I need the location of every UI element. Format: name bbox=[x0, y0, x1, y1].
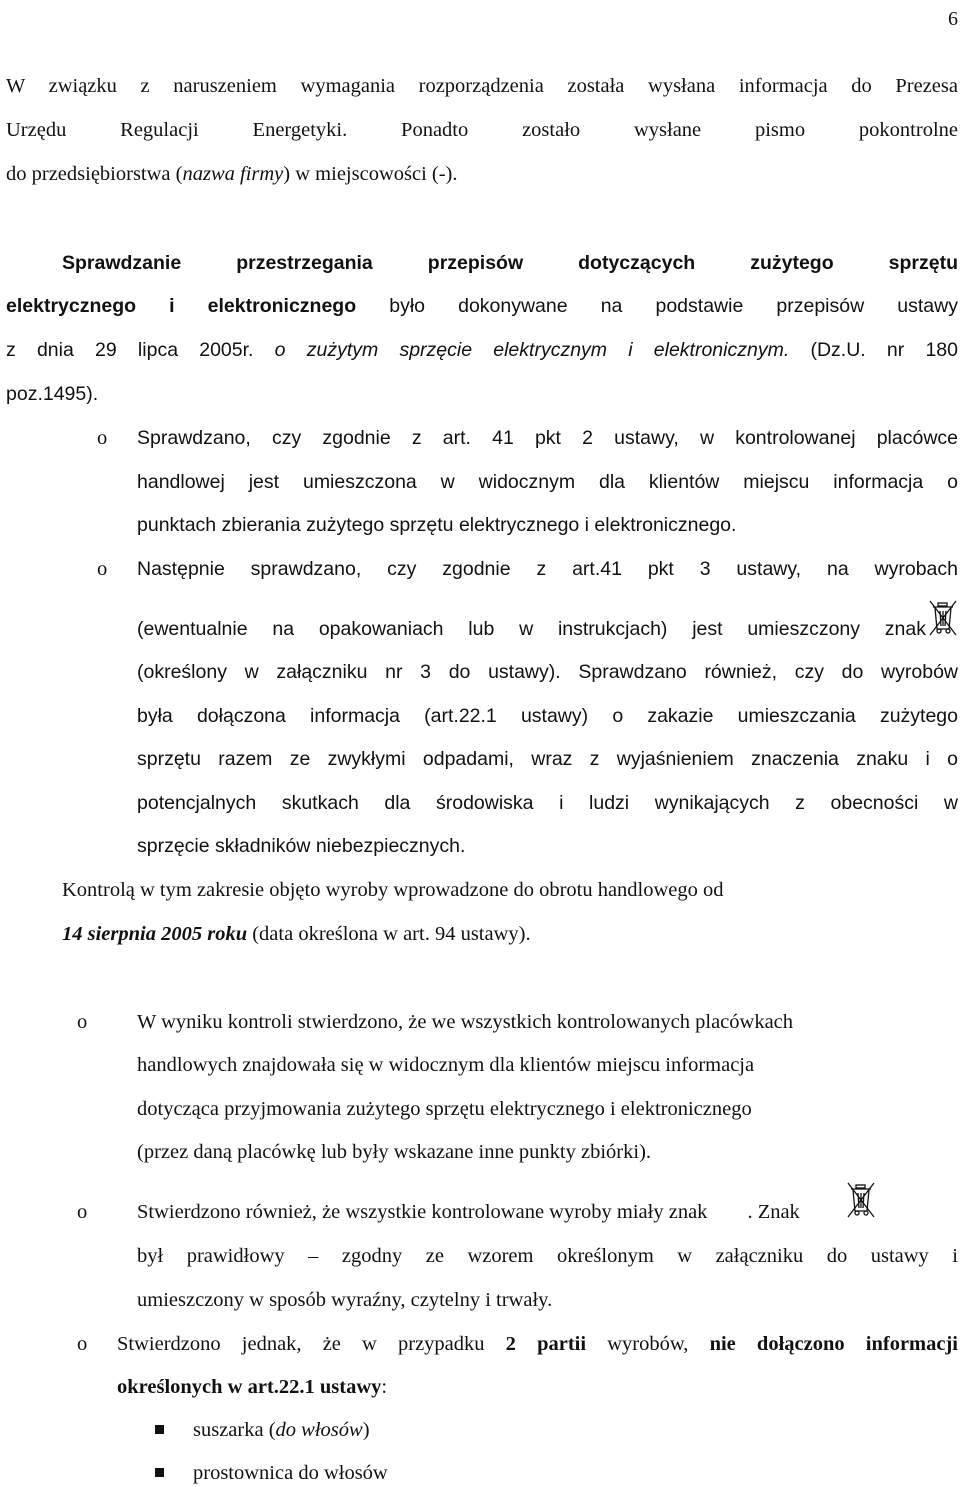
scope-line-1: Kontrolą w tym zakresie objęto wyroby wprowadzone do obrotu handlowego od bbox=[62, 879, 724, 901]
section-line-3: z dnia 29 lipca 2005r. o zużytym sprzęcie elektrycznym i elektronicznym. (Dz.U. nr 180 bbox=[6, 339, 958, 361]
intro-line-3: do przedsiębiorstwa (nazwa firmy) w miejscowości (-). bbox=[6, 163, 458, 185]
section-heading-line-1: Sprawdzanie przestrzegania przepisów dotyczących zużytego sprzętu bbox=[62, 252, 958, 274]
square-bullet-icon bbox=[155, 1425, 164, 1434]
check-2-line-6: potencjalnych skutkach dla środowiska i ludzi wynikających z obecności w bbox=[137, 792, 958, 814]
list-item: prostownica do włosów bbox=[193, 1462, 388, 1484]
check-2-line-7: sprzęcie składników niebezpiecznych. bbox=[137, 835, 466, 857]
check-2-line-3: (określony w załączniku nr 3 do ustawy). Sprawdzano również, czy do wyrobów bbox=[137, 661, 958, 683]
result-2-line-1: Stwierdzono również, że wszystkie kontrolowane wyroby miały znak . Znak bbox=[137, 1201, 800, 1223]
result-2-line-2: był prawidłowy – zgodny ze wzorem określonym w załączniku do ustawy i bbox=[137, 1245, 958, 1267]
square-bullet-icon bbox=[155, 1468, 164, 1477]
bullet-marker: o bbox=[77, 1333, 88, 1355]
result-2-line-3: umieszczony w sposób wyraźny, czytelny i trwały. bbox=[137, 1289, 553, 1311]
bullet-marker: o bbox=[97, 427, 108, 449]
scope-line-2: 14 sierpnia 2005 roku (data określona w art. 94 ustawy). bbox=[62, 923, 531, 945]
intro-line-2: Urzędu Regulacji Energetyki. Ponadto zostało wysłane pismo pokontrolne bbox=[6, 119, 958, 141]
check-1-line-3: punktach zbierania zużytego sprzętu elektrycznego i elektronicznego. bbox=[137, 514, 737, 536]
result-1-line-3: dotycząca przyjmowania zużytego sprzętu elektrycznego i elektronicznego bbox=[137, 1098, 752, 1120]
result-1-line-4: (przez daną placówkę lub były wskazane inne punkty zbiórki). bbox=[137, 1141, 652, 1163]
intro-line-1: W związku z naruszeniem wymagania rozporządzenia została wysłana informacja do Prezesa bbox=[6, 75, 958, 97]
page-number: 6 bbox=[948, 8, 958, 30]
bullet-marker: o bbox=[77, 1011, 88, 1033]
check-2-line-5: sprzętu razem ze zwykłymi odpadami, wraz z wyjaśnieniem znaczenia znaku i o bbox=[137, 748, 958, 770]
check-2-line-2: (ewentualnie na opakowaniach lub w instrukcjach) jest umieszczony znak bbox=[137, 618, 926, 640]
result-1-line-2: handlowych znajdowała się w widocznym dla klientów miejscu informacja bbox=[137, 1054, 755, 1076]
section-line-2: elektrycznego i elektronicznego było dokonywane na podstawie przepisów ustawy bbox=[6, 295, 958, 317]
list-item: suszarka (do włosów) bbox=[193, 1419, 370, 1441]
bullet-marker: o bbox=[77, 1201, 88, 1223]
result-3-line-1: Stwierdzono jednak, że w przypadku 2 partii wyrobów, nie dołączono informacji bbox=[117, 1333, 958, 1355]
check-2-line-1: Następnie sprawdzano, czy zgodnie z art.41 pkt 3 ustawy, na wyrobach bbox=[137, 558, 958, 580]
crossed-bin-icon bbox=[928, 598, 958, 638]
crossed-bin-icon bbox=[846, 1180, 876, 1220]
check-1-line-2: handlowej jest umieszczona w widocznym dla klientów miejscu informacja o bbox=[137, 471, 958, 493]
result-3-line-2: określonych w art.22.1 ustawy: bbox=[117, 1376, 388, 1398]
check-1-line-1: Sprawdzano, czy zgodnie z art. 41 pkt 2 ustawy, w kontrolowanej placówce bbox=[137, 427, 958, 449]
result-1-line-1: W wyniku kontroli stwierdzono, że we wszystkich kontrolowanych placówkach bbox=[137, 1011, 794, 1033]
section-line-4: poz.1495). bbox=[6, 383, 99, 405]
check-2-line-4: była dołączona informacja (art.22.1 ustawy) o zakazie umieszczania zużytego bbox=[137, 705, 958, 727]
bullet-marker: o bbox=[97, 558, 108, 580]
